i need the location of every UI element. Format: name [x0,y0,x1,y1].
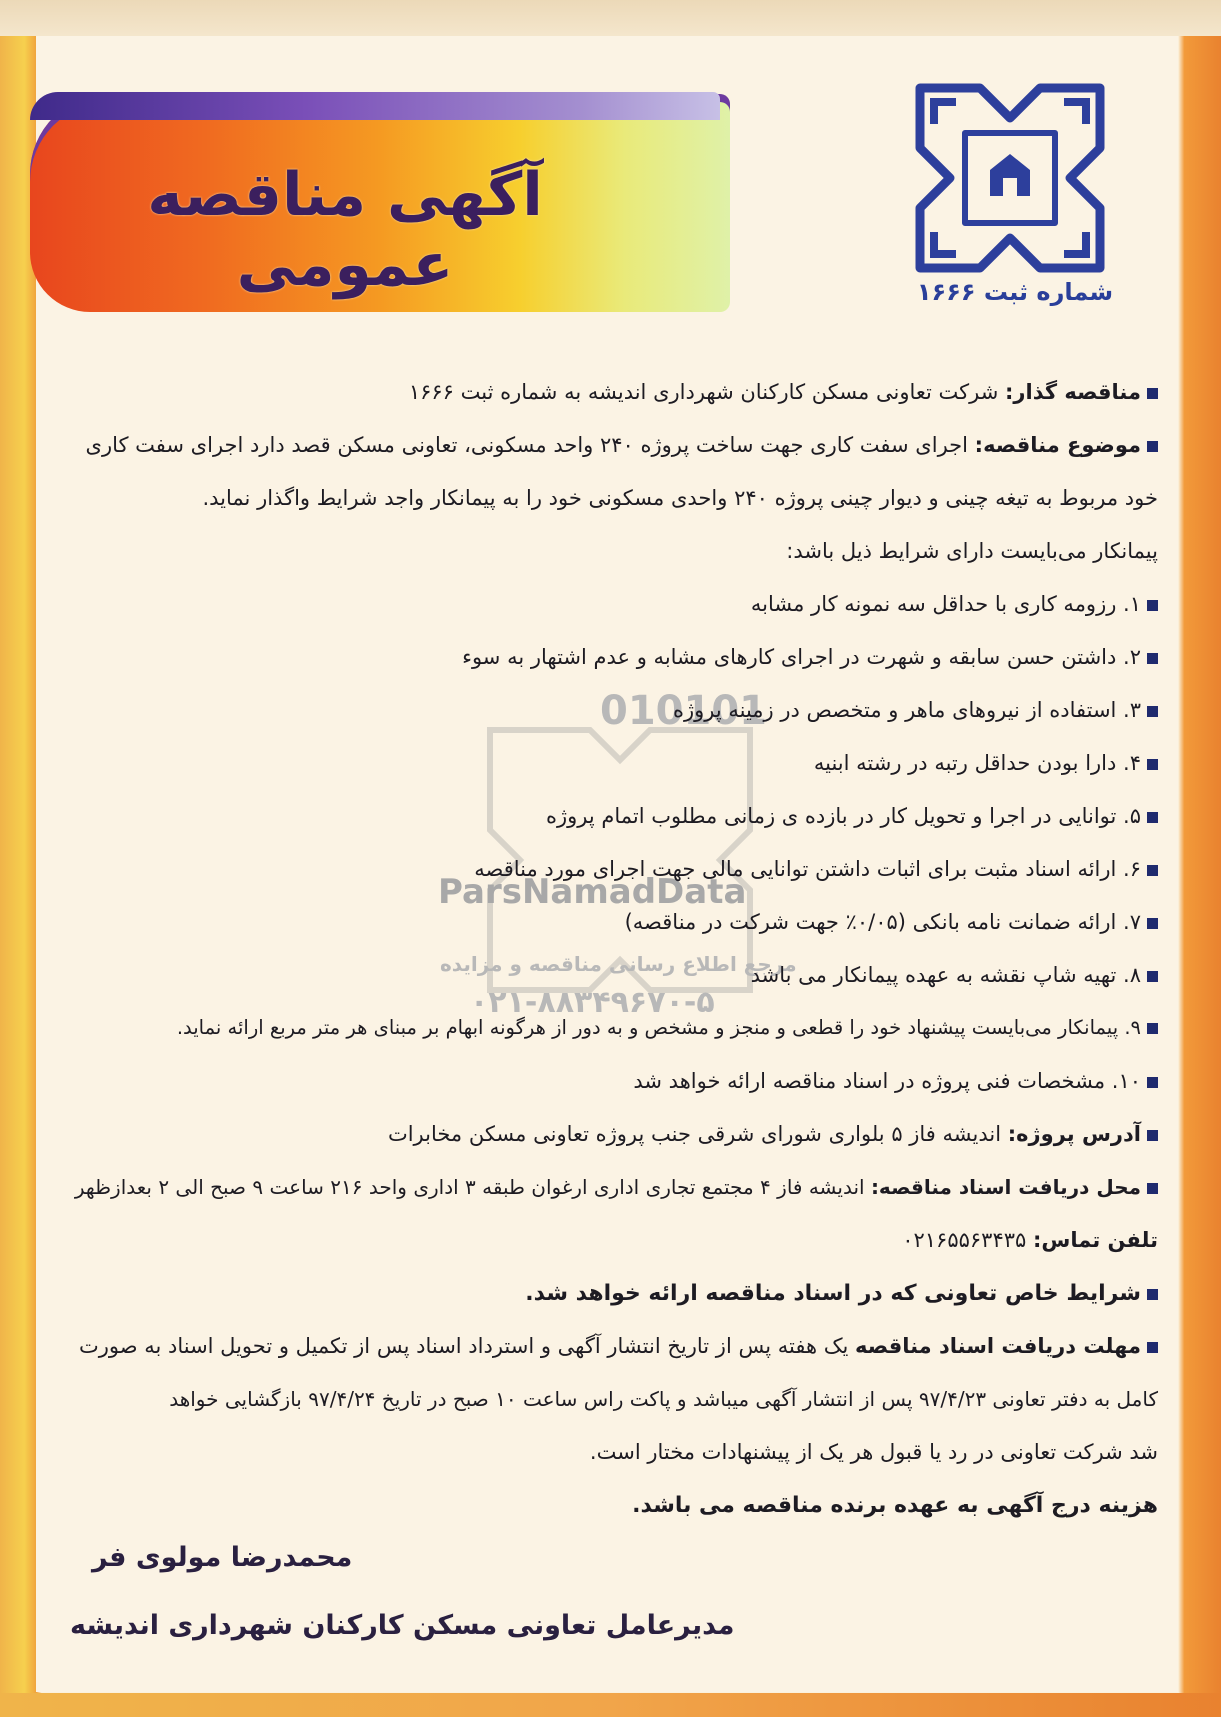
registration-number: شماره ثبت ۱۶۶۶ [916,278,1114,306]
condition-text: ۲. داشتن حسن سابقه و شهرت در اجرای کارهای مشابه و عدم اشتهار به سوء [462,645,1141,669]
address-text: اندیشه فاز ۵ بلواری شورای شرقی جنب پروژه تعاونی مسکن مخابرات [387,1122,1002,1146]
subject-line-1 [86,433,1158,457]
condition-text: ۹. پیمانکار می‌بایست پیشنهاد خود را قطعی و منجز و مشخص و به دور از هرگونه ابهام بر مبنای هر متر مربع ارائه نماید. [176,1016,1141,1039]
phone-number: ۰۲۱۶۵۵۶۳۴۳۵ [902,1228,1027,1252]
deadline-line-3: شد شرکت تعاونی در رد یا قبول هر یک از پیشنهادات مختار است. [589,1440,1158,1464]
condition-item [751,963,1158,987]
subject-label: موضوع مناقصه: [974,433,1141,457]
bullet-icon [1147,1289,1158,1300]
banner-stripe [30,92,720,120]
condition-item [177,1016,1158,1039]
condition-text: ۱۰. مشخصات فنی پروژه در اسناد مناقصه ارائه خواهد شد [633,1069,1141,1093]
conditions-intro: پیمانکار می‌بایست دارای شرایط ذیل باشد: [786,539,1158,563]
deadline-line-2: کامل به دفتر تعاونی ۹۷/۴/۲۳ پس از انتشار آگهی میباشد و پاکت راس ساعت ۱۰ صبح در تاریخ ۹۷/۴/۲۴ بازگشایی خواهد [169,1387,1158,1411]
bullet-icon [1147,1023,1158,1034]
special-conditions-line [525,1281,1158,1306]
condition-item [474,857,1158,881]
docs-text: اندیشه فاز ۴ مجتمع تجاری اداری ارغوان طبقه ۳ اداری واحد ۲۱۶ ساعت ۹ صبح الی ۲ بعدازظهر [74,1175,865,1199]
signatory-name: محمدرضا مولوی فر [92,1542,353,1573]
bullet-icon [1147,865,1158,876]
bullet-icon [1147,1130,1158,1141]
condition-text: ۶. ارائه اسناد مثبت برای اثبات داشتن توانایی مالی جهت اجرای مورد مناقصه [474,857,1141,881]
bullet-icon [1147,653,1158,664]
watermark-brand: ParsNamadData [438,872,747,912]
tenderer-line [409,380,1158,404]
condition-text: ۵. توانایی در اجرا و تحویل کار در بازده ی زمانی مطلوب اتمام پروژه [545,804,1141,828]
bullet-icon [1147,1342,1158,1353]
bullet-icon [1147,388,1158,399]
bullet-icon [1147,759,1158,770]
deadline-text-1: یک هفته پس از تاریخ انتشار آگهی و استرداد اسناد پس از تکمیل و تحویل اسناد به صورت [78,1334,849,1358]
condition-item [625,910,1158,934]
bullet-icon [1147,971,1158,982]
condition-item [814,751,1158,775]
page-title: آگهی مناقصه عمومی [147,160,543,300]
condition-text: ۸. تهیه شاپ نقشه به عهده پیمانکار می باشد [750,963,1141,987]
watermark-tagline: مرجع اطلاع رسانی مناقصه و مزایده [440,952,797,976]
bullet-icon [1147,812,1158,823]
docs-line [75,1175,1158,1199]
cost-line: هزینه درج آگهی به عهده برنده مناقصه می باشد. [632,1493,1158,1518]
phone-label: تلفن تماس: [1032,1228,1158,1252]
tenderer-label: مناقصه گذار: [1005,380,1141,404]
address-line [388,1122,1158,1146]
bullet-icon [1147,1077,1158,1088]
tenderer-text: شرکت تعاونی مسکن کارکنان شهرداری اندیشه به شماره ثبت ۱۶۶۶ [408,380,999,404]
bullet-icon [1147,441,1158,452]
condition-item [751,592,1158,616]
bullet-icon [1147,706,1158,717]
watermark-phone: ۰۲۱-۸۸۳۴۹۶۷۰-۵ [470,985,715,1020]
deadline-line-1 [79,1334,1158,1358]
bullet-icon [1147,600,1158,611]
deadline-label: مهلت دریافت اسناد مناقصه [855,1334,1141,1358]
watermark-numbers: 010101 [600,688,767,734]
condition-item [673,698,1158,722]
condition-text: ۳. استفاده از نیروهای ماهر و متخصص در زمینه پروژه [672,698,1141,722]
bullet-icon [1147,918,1158,929]
phone-line [902,1228,1158,1252]
condition-item [546,804,1158,828]
condition-item [462,645,1158,669]
subject-line-2: خود مربوط به تیغه چینی و دیوار چینی پروژه ۲۴۰ واحدی مسکونی خود را به پیمانکار واجد شرایط واگذار نماید. [202,486,1158,510]
signatory-title: مدیرعامل تعاونی مسکن کارکنان شهرداری اندیشه [70,1610,735,1641]
subject-text-1: اجرای سفت کاری جهت ساخت پروژه ۲۴۰ واحد مسکونی، تعاونی مسکن قصد دارد اجرای سفت کاری [85,433,968,457]
cooperative-logo-icon [910,78,1110,278]
bullet-icon [1147,1183,1158,1194]
special-conditions: شرایط خاص تعاونی که در اسناد مناقصه ارائه خواهد شد. [525,1281,1141,1306]
condition-text: ۴. دارا بودن حداقل رتبه در رشته ابنیه [813,751,1141,775]
address-label: آدرس پروژه: [1007,1122,1141,1146]
docs-label: محل دریافت اسناد مناقصه: [870,1175,1141,1199]
condition-text: ۷. ارائه ضمانت نامه بانکی (۰/۰۵٪ جهت شرکت در مناقصه) [624,910,1141,934]
condition-text: ۱. رزومه کاری با حداقل سه نمونه کار مشابه [750,592,1141,616]
condition-item [633,1069,1158,1093]
